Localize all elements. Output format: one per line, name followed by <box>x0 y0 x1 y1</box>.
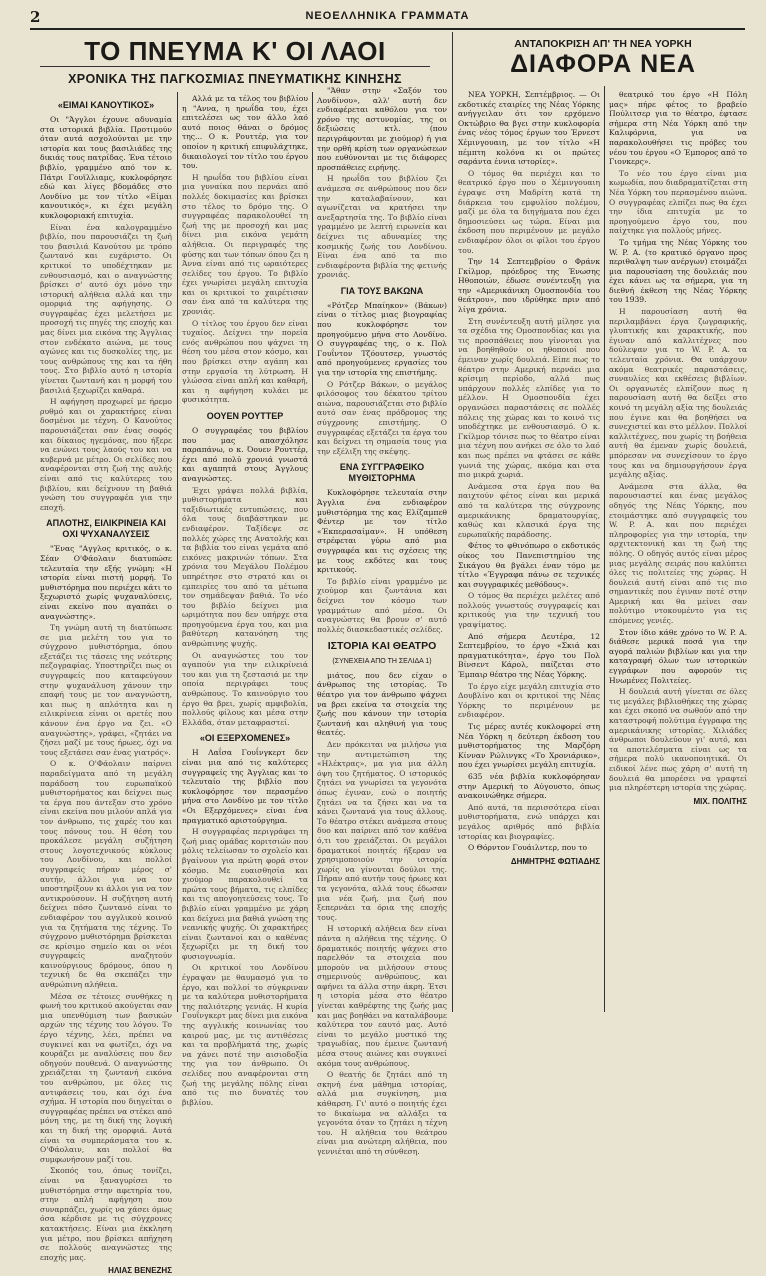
article-signature: ΔΗΜΗΤΡΗΣ ΦΩΤΙΑΔΗΣ <box>510 856 600 866</box>
article-signature: ΜΙΧ. ΠΟΛΙΤΗΣ <box>693 796 747 806</box>
article-paragraph: Η ιστορική αλήθεια δεν είναι πάντα η αλήθεια της τέχνης. Ο δραματικός ποιητής ψάχνει στο παρελθόν τα στοιχεία που μπορούν να μιλήσουν στους σημερινούς ανθρώπους, και αφήνει τα άλλα στην άκρη. Έτσι η ιστορία μέσα στο θέατρο γίνεται καθρέφτης της ζωής μας και μας βοηθάει να καταλάβουμε καλύτερα τον εαυτό μας. Αυτό είναι το μεγάλο μυστικό της τραγωδίας, που έμεινε ζωντανή μέσα στους αιώνες και συγκινεί ακόμα τους ανθρώπους. <box>317 924 447 1068</box>
article-paragraph: Το έργο είχε μεγάλη επιτυχία στο Δουβλίνο και οι κριτικοί της Νέας Υόρκης το περιμένουν με ενδιαφέρον. <box>458 681 600 720</box>
article-paragraph: ΝΕΑ ΥΟΡΚΗ, Σεπτέμβριος. — Οι εκδοτικές εταιρίες της Νέας Υόρκης ανήγγειλαν ότι τον ερχόμενο Οκτώβριο θα βγει στην κυκλοφορία ένας νέος τόμος έργων του Έρνεστ Χέμινγουαιη, με τον τίτλο «Η πέμπτη κολόνα κι οι πρώτες σαράντα έννια ιστορίες». <box>458 90 600 167</box>
article-heading: ΙΣΤΟΡΙΑ ΚΑΙ ΘΕΑΤΡΟ <box>327 640 437 653</box>
article-paragraph: «Ρότζερ Μπαίηκον» (Βάκων) είναι ο τίτλος μιας βιογραφίας που κυκλοφόρησε τον προηγούμενο μήνα στο Λονδίνο. Ο συγγραφέας της, ο κ. Πολ Γουΐντον Τζόουτσερ, γνωστός από προηγούμενες εργασίες του για την ιστορία της επιστήμης. <box>317 300 447 378</box>
article-paragraph: Το νέο του έργο είναι μια κωμωδία, που διαδραματίζεται στη Νέα Υόρκη του περασμένου αιώνα. Ο συγγραφέας ελπίζει πως θα έχει την ίδια επιτυχία με το προηγούμενο έργο του, που παίχτηκε για πολλούς μήνες. <box>609 168 747 236</box>
article-paragraph: "Ένας "Αγγλος κριτικός, ο κ. Σέαν Ο'Φάολαιν διατυπώσε τελευταία την εξής γνώμη: «Η ιστορία είναι πιστή μορφή. Το μυθιστόρημα που περιέχει κάτι το ξεχωριστό χωρίς ψυχαναλύσεις, είναι εκείνο που αγαπάει ο αναγνώστης». <box>40 544 172 621</box>
article-paragraph: Οι κριτικοί του Λονδίνου έγραψαν με θαυμασμό για το έργο, και πολλοί το σύγκριναν με τα καλύτερα μυθιστορήματα της παλιότερης γενιάς. Η κυρία Γουΐνγκερτ μας δίνει μια εικόνα της αγγλικής κοινωνίας του καιρού μας, με τις αντιθέσεις και τα προβλήματά της, χωρίς να χάνει ποτέ την αισιοδοξία της για τον άνθρωπο. Οι σελίδες που αναφέρονται στη ζωή της μεγάλης πόλης είναι από τις πιο δυνατές του βιβλίου. <box>182 963 308 1107</box>
article-paragraph: Ο συγγραφέας του βιβλίου που μας απασχόλησε παραπάνω, ο κ. Όουεν Ρουττέρ, έχει από πολύ χρονιά γνωστά και αγαπητά στους Άγγλους αναγνώστες. <box>182 426 308 483</box>
article-paragraph: θεατρικό του έργο «Η Πόλη μας» πήρε φέτος το βραβείο Πούλιτσερ για το θέατρο, έφτασε σήμερα στη Νέα Υόρκη από την Καλιφόρνια, για να παρακολουθήσει τις πρόβες του νέου του έργου «Ο Έμπορος από το Γιονκερς». <box>609 90 747 167</box>
column-4 <box>458 90 600 1014</box>
article-paragraph: "Άθαν στην «Σαξόν του Λονδίνου», αλλ' αυτή δεν ενδιαφέρεται καθόλου για τον χρόνο της αστυνομίας, της οι δεξιώσεις κτλ. (που περιγράφονται με χιούμορ) ή για την ορθή κρίση των οργανώσεων που ευθύνονται με τις διάφορες προσπάθειες ειρήνης. <box>317 86 447 172</box>
article-paragraph: Το τμήμα της Νέας Υόρκης του W. P. A. (το κρατικό όργανο προς περιθαλψη των ανέργων) ετοιμάζει μια παρουσίαση της δουλειάς που έχει κάνει ως τα σήμερα, για τη διεθνή έκθεση της Νέας Υόρκης του 1939. <box>609 237 747 305</box>
article-paragraph: Η συγγραφέας περιγράφει τη ζωή μιας ομάδας κοριτσιών που μόλις τελείωσαν το σχολείο και βγαίνουν για πρώτη φορά στον κόσμο. Με ευαισθησία και χιούμορ παρακολουθεί τα πρώτα τους βήματα, τις ελπίδες και τις απογοητεύσεις τους. Το βιβλίο είναι γραμμένο με χάρη και δείχνει μια βαθιά γνώση της νεανικής ψυχής. Οι χαρακτήρες είναι ζωντανοί και ο καθένας ξεχωρίζει με τη δική του φυσιογνωμία. <box>182 827 308 961</box>
article-heading: «ΟΙ ΕΞΕΡΧΟΜΕΝΕΣ» <box>199 733 291 744</box>
article-paragraph: Είναι ένα καλογραμμένο βιβλίο, που παρουσιάζει τη ζωή του βασιλιά Κανούτου με τρόπο ζωντανό και ευχάριστο. Οι κριτικοί το υποδέχτηκαν με ενθουσιασμό, και ο αναγνώστης βρίσκει σ' αυτό όχι μόνο την ιστορική αλήθεια αλλά και την ομορφιά της αφήγησης. Ο συγγραφέας έχει μελετήσει με προσοχή τις πηγές της εποχής και μας δίνει μια εικόνα της Άγγλιας στον ενδέκατο αιώνα, με τους αγώνες και τις δυσκολίες της, με τους ανθρώπους της και τα ήθη τους. Στο βιβλίο αυτό η ιστορία γίνεται ζωντανή και η μορφή του βασιλιά ξεχωρίζει καθαρά. <box>40 222 172 395</box>
article-paragraph: Η ηρωΐδα του βιβλίου ζει ανάμεσα σε ανθρώπους που δεν την καταλαβαίνουν, και αγωνίζεται να κρατήσει την ανεξαρτησία της. Το βιβλίο είναι γραμμένο με λεπτή ειρωνεία και δείχνει τις αδυναμίες της κοσμικής ζωής του Λονδίνου. Είναι ένα από τα πιο ενδιαφέροντα βιβλία της φετινής χρονιάς. <box>317 174 447 280</box>
divider-right-header <box>452 32 453 1012</box>
article-heading: ΟΟΥΕΝ ΡΟΥΤΤΕΡ <box>206 411 284 421</box>
article-paragraph: Οι αναγνώστες του τον αγαπούν για την ειλικρίνειά του και για τη ζεστασιά με την οποία περιγράφει τους ανθρώπους. Το καινούργιο του έργο θα βρει, χωρίς αμφιβολία, πολλούς φίλους και μέσα στην Ελλάδα, όταν μεταφραστεί. <box>182 650 308 727</box>
article-paragraph: Ο κ. Ο'Φάολαιν παίρνει παραδείγματα από τη μεγάλη παράδοση του ευρωπαϊκού μυθιστορήματος και δείχνει πως τα έργα που άντεξαν στο χρόνο είναι εκείνα που μιλούν απλά για τον άνθρωπο, τις χαρές του και τους πόνους του. Η θέση του προκάλεσε μεγάλη συζήτηση στους λογοτεχνικούς κύκλους του Λονδίνου, και πολλοί συγγραφείς πήραν μέρος σ' αυτήν, άλλοι για να τον υποστηρίξουν κι άλλοι για να τον αντικρούσουν. Η συζήτηση αυτή δείχνει πόσο ζωντανό είναι το ενδιαφέρον του αγγλικού κοινού για τα ζητήματα της τέχνης. Το σύγχρονο μυθιστόρημα βρίσκεται σε κρίσιμο σημείο και οι νέοι συγγραφείς αναζητούν καινούργιους δρόμους, όπου η τεχνική δε θα σκεπάζει την ανθρώπινη αλήθεια. <box>40 759 172 990</box>
masthead <box>30 6 745 30</box>
article-paragraph: Ο τόμος θα περιέχει και το θεατρικό έργο που ο Χέμινγουαιη έγραψε στη Μαδρίτη κατά τη διάρκεια του εμφυλίου πολέμου, μαζί με όλα τα διηγήματα που έχει δημοσιεύσει ως τώρα. Είναι μια έκδοση που περιμένουν με μεγάλο ενδιαφέρον όλοι οι φίλοι του έργου του. <box>458 168 600 255</box>
article-paragraph: 635 νέα βιβλία κυκλοφόρησαν στην Αμερική το Αύγουστο, όπως ανακοινώθηκε σήμερα. <box>458 771 600 801</box>
column-3 <box>317 86 447 1156</box>
column-1 <box>40 94 172 1276</box>
right-headline: ΔΙΑΦΟΡΑ ΝΕΑ <box>510 50 696 78</box>
article-paragraph: Τις μέρες αυτές κυκλοφορεί στη Νέα Υόρκη η δεύτερη έκδοση του μυθιστορήματος της Μαρζόρη Κίνναν Ρώλινγκς «Το Χρονιάρικο», που έχει γνωρίσει μεγάλη επιτυχία. <box>458 722 600 770</box>
right-kicker: ΑΝΤΑΠΟΚΡΙΣΗ ΑΠ' ΤΗ ΝΕΑ ΥΟΡΚΗ <box>514 38 692 50</box>
article-paragraph: Δεν πρόκειται να μιλήσω για την αντιμετώπιση της «Ηλέκτρας», μα για μια άλλη όψη του ζητήματος. Ο ιστορικός ζητάει να γνωρίσει τα γεγονότα όπως έγιναν, ενώ ο ποιητής ζητάει να τα ζήσει και να τα κάνει ζωντανά για τους άλλους. Το θέατρο στέκει ανάμεσα στους δυο και παίρνει από τον καθένα ό,τι του χρειάζεται. Οι μεγάλοι δραματικοί ποιητές ήξεραν να χρησιμοποιούν την ιστορία χωρίς να γίνονται δούλοι της. Πήραν από αυτήν τους ήρωες και τα γεγονότα, αλλά τους έδωσαν μια νέα ζωή, μια ζωή που ξεπερνάει τα όρια της εποχής τους. <box>317 740 447 922</box>
divider-headline <box>40 66 430 67</box>
article-paragraph: Οι "Άγγλοι έχουνε αδυναμία στα ιστορικά βιβλία. Προτιμούν όταν αυτά ασχολούνται με την ιστορία και τους βασιλιάδες της δικιάς τους πατρίδας. Ένα τέτοιο βιβλίο, γραμμένο από τον κ. Πάτρι Γουϊλλιαμς, κυκλοφόρησε εδώ και λίγες βδομάδες στο Λονδίνο με τον τίτλο «Είμαι κανουτικός», κι έχει μεγάλη κυκλοφοριακή επιτυχία. <box>40 115 172 220</box>
article-paragraph: Στη συνέντευξη αυτή μίλησε για τα σχέδια της Ομοσπονδίας και για τις προσπάθειες που γίνονται για να βοηθηθούν οι ηθοποιοί που έμειναν χωρίς δουλειά. Είπε πως το θέατρο στην Αμερική περνάει μια κρίσιμη περίοδο, αλλά πως υπάρχουν πολλές ελπίδες για το μέλλον. Η Ομοσπονδία έχει οργανώσει παραστάσεις σε πολλές πόλεις της χώρας και το κοινό τις υποδέχτηκε με ενθουσιασμό. Ο κ. Γκίλμορ τόνισε πως το θέατρο είναι μια τέχνη που ανήκει σε όλο το λαό και πως πρέπει να φτάσει σε κάθε γωνιά της χώρας, ακόμα και στα πιο μικρά χωριά. <box>458 316 600 480</box>
article-paragraph: Η Λαΐσα Γουΐνγκερτ δεν είναι μια από τις καλύτερες συγγραφείς της Άγγλιας και το τελευταίο της βιβλίο που κυκλοφόρησε τον περασμένο μήνα στο Λονδίνο με τον τίτλο «Οι Εξερχόμενες» είναι ένα πραγματικό αριστούργημα. <box>182 748 308 825</box>
article-paragraph: Η αφήγηση προχωρεί με ήρεμο ρυθμό και οι χαρακτήρες είναι δοσμένοι με τέχνη. Ο Κανούτος παρουσιάζεται σαν ένας σοφός και δίκαιος ηγεμόνας, που ήξερε να ενώνει τους λαούς του και να κυβερνά με μέτρο. Οι σελίδες που αναφέρονται στη ζωή της αυλής είναι από τις καλύτερες του βιβλίου, και δείχνουν τη βαθιά γνώση του συγγραφέα για την εποχή. <box>40 397 172 512</box>
continued-note: (ΣΥΝΕΧΕΙΑ ΑΠΟ ΤΗ ΣΕΛΙΔΑ 1) <box>332 658 432 666</box>
article-paragraph: Αλλά με τα τέλος του βιβλίου η "Αννα, η ηρωΐδα του, έχει επιτελέσει ως τον άλλο λαό αυτό ποιος θάναι ο δρόμος της... Ο κ. Ρουττέρ, για τον οποίον η κριτική επιφυλάχτηκε, δικαιολογεί τον τίτλο του έργου του. <box>182 94 308 171</box>
article-paragraph: Το βιβλίο είναι γραμμένο με χιούμορ και ζωντάνια και δείχνει τον κόσμο των γραμμάτων από μέσα. Οι αναγνώστες θα βρουν σ' αυτό πολλές διασκεδαστικές σελίδες. <box>317 576 447 634</box>
main-subtitle: ΧΡΟΝΙΚΑ ΤΗΣ ΠΑΓΚΟΣΜΙΑΣ ΠΝΕΥΜΑΤΙΚΗΣ ΚΙΝΗΣΗΣ <box>68 72 402 86</box>
article-paragraph: Ο Ρότζερ Βάκων, ο μεγάλος φιλόσοφος του δέκατου τρίτου αιώνα, παρουσιάζεται στο βιβλίο αυτό σαν ένας πρόδρομος της σύγχρονης επιστήμης. Ο συγγραφέας εξετάζει τα έργα του και δείχνει τη σημασία τους για την εξέλιξη της σκέψης. <box>317 379 447 456</box>
article-heading: ΑΠΛΟΤΗΣ, ΕΙΛΙΚΡΙΝΕΙΑ ΚΑΙ ΟΧΙ ΨΥΧΑΝΑΛΥΣΕΙΣ <box>46 518 166 540</box>
article-paragraph: Η δουλειά αυτή γίνεται σε όλες τις μεγάλες βιβλιοθήκες της χώρας και έχει σκοπό να σωθούν από την καταστροφή πολύτιμα έγγραφα της αμερικάνικης ιστορίας. Χιλιάδες άνθρωποι δουλεύουν γι' αυτό, και τα αποτελέσματα είναι ως τα σήμερα πολύ ικανοποιητικά. Οι ειδικοί λένε πως χάρη σ' αυτή τη δουλειά θα μπορέσει να γραφτεί μια πληρέστερη ιστορία της χώρας. <box>609 687 747 793</box>
article-paragraph: Ο τίτλος του έργου δεν είναι τυχαίος. Δείχνει την πορεία ενός ανθρώπου που ψάχνει τη θέση του μέσα στον κόσμο, και που βρίσκει στην αγάπη και στην εργασία τη λύτρωση. Η γλώσσα είναι απλή και καθαρή, και η αφήγηση κυλάει με φυσικότητα. <box>182 318 308 405</box>
article-paragraph: Κυκλοφόρησε τελευταία στην Άγγλια ένα ενδιαφέρον μυθιστόρημα της κας Ελίζαμπεθ Φέντερ με τον τίτλο «Έκπερασαίμαν». Η υπόθεση στρέφεται γύρω από μια συγγραφέα και τις σχέσεις της με τους εκδότες και τους κριτικούς. <box>317 488 447 575</box>
article-paragraph: Σκοπός του, όπως τονίζει, είναι να ξαναγυρίσει το μυθιστόρημα στην αφετηρία του, στην απλή αφήγηση που συναρπάζει, χωρίς να χάσει όμως όσα κέρδισε με τις σύγχρονες κατακτήσεις. Είναι μια έκκληση για μέτρο, που βρίσκει απήχηση σε πολλούς αναγνώστες της εποχής μας. <box>40 1166 172 1262</box>
column-5 <box>609 90 747 1014</box>
divider-col4 <box>604 86 605 1012</box>
article-paragraph: μιάτος, που δεν είχαν ο άνθρωπος της ιστορίας. Το θέατρο για τον άνθρωπο ψάχνει να βρει εκείνα τα στοιχεία της ζωής που κάνουν την ιστορία ζωντανή και αληθινή για τους θεατές. <box>317 670 447 738</box>
page-number: 2 <box>30 8 41 26</box>
article-paragraph: Φέτος το φθινόπωρο ο εκδοτικός οίκος του Πανεπιστημίου της Σικάγου θα βγάλει έναν τόμο με τίτλο «Έγγραφα πάνω σε τεχνικές και συγγραφικές μεθόδους». <box>458 541 600 589</box>
article-paragraph: Μέσα σε τέτοιες συνθήκες η φωνή του κριτικού ακούγεται σαν μια υπενθύμιση των βασικών αρχών της τέχνης του λόγου. Το έργο τέχνης, λέει, πρέπει να συγκινεί και να φωτίζει, όχι να κουράζει με αναλύσεις που δεν οδηγούν πουθενά. Ο αναγνώστης χρειάζεται τη ζωντανή εικόνα του ανθρώπου, με όλες τις αντιφάσεις του, και όχι ένα σχήμα. Η ιστορία που διηγείται ο συγγραφέας πρέπει να στέκει από μόνη της, με τη δική της λογική και τη δική της ομορφιά. Αυτά είναι τα συμπεράσματα του κ. Ο'Φάολαιν, και πολλοί θα συμφωνήσουν μαζί του. <box>40 991 172 1164</box>
article-paragraph: Η παρουσίαση αυτή θα περιλαμβάνει έργα ζωγραφικής, γλυπτικής και χαρακτικής, που έγιναν από καλλιτέχνες που δούλεψαν για το W. P. A. τα τελευταία χρόνια. Θα υπάρχουν ακόμα θεατρικές παραστάσεις, συναυλίες και εκθέσεις βιβλίων. Οι οργανωτές ελπίζουν πως η παρουσίαση αυτή θα δείξει στο κοινό τη μεγάλη αξία της δουλειάς που έγινε και θα βοηθήσει να συνεχιστεί και στο μέλλον. Πολλοί καλλιτέχνες, που χωρίς τη βοήθεια αυτή θα έμεναν χωρίς δουλειά, μπόρεσαν να συνεχίσουν το έργο τους και να δημιουργήσουν έργα μεγάλης αξίας. <box>609 307 747 480</box>
article-paragraph: Από σήμερα Δευτέρα, 12 Σεπτεμβρίου, το έργο «Σκιά και πραγματικότητα», έργο του Πολ Βίνσεντ Κάρολ, παίζεται στο Έμπαιρ θέατρο της Νέας Υόρκης. <box>458 631 600 680</box>
article-paragraph: Από αυτά, τα περισσότερα είναι μυθιστορήματα, ενώ υπάρχει και μεγάλος αριθμός από βιβλία ιστορίας και βιογραφίες. <box>458 802 600 841</box>
article-paragraph: Ο θεατής δε ζητάει από τη σκηνή ένα μάθημα ιστορίας, αλλά μια συγκίνηση, μια κάθαρση. Γι' αυτό ο ποιητής έχει το δικαίωμα να αλλάξει τα γεγονότα όταν το ζητάει η τέχνη του. Η αλήθεια του θεάτρου είναι μια ανώτερη αλήθεια, που γεννιέται από τη σύνθεση. <box>317 1070 447 1156</box>
column-2 <box>182 94 308 1107</box>
article-heading: ΓΙΑ ΤΟΥΣ ΒΑΚΩΝΑ <box>340 285 424 296</box>
main-headline: ΤΟ ΠΝΕΥΜΑ Κ' ΟΙ ΛΑΟΙ <box>84 36 386 66</box>
article-paragraph: Την 14 Σεπτεμβρίου ο Φράνκ Γκίλμορ, πρόεδρος της Ένωσης Ηθοποιών, έδωσε συνέντευξη για την «Αμερικάνικη Ομοσπονδία του θεάτρου», που ιδρύθηκε πριν από λίγα χρόνια. <box>458 257 600 315</box>
article-paragraph: Η ηρωΐδα του βιβλίου είναι μια γυναίκα που περνάει από πολλές δοκιμασίες και βρίσκει στο τέλος το δρόμο της. Ο συγγραφέας παρακολουθεί τη ζωή της με προσοχή και μας δίνει μια εικόνα γεμάτη αλήθεια. Οι περιγραφές της φύσης και των τόπων όπου ζει η Άννα είναι από τις ωραιότερες σελίδες του έργου. Το βιβλίο έχει γνωρίσει μεγάλη επιτυχία και οι κριτικοί το χαιρέτισαν σαν ένα από τα καλύτερα της χρονιάς. <box>182 172 308 317</box>
divider-col1 <box>177 92 178 1012</box>
divider-col2 <box>312 92 313 1012</box>
article-paragraph: Ο τόμος θα περιέχει μελέτες από πολλούς γνωστούς συγγραφείς και κριτικούς για την τεχνική του γραψίματος. <box>458 591 600 630</box>
article-paragraph: Έχει γράψει πολλά βιβλία, μυθιστορήματα και ταξιδιωτικές εντυπώσεις, που όλα τους διαβάστηκαν με ενδιαφέρον. Ταξίδεψε σε πολλές χώρες της Ανατολής και τα βιβλία του είναι γεμάτα από εικόνες μακρινών τόπων. Στα χρόνια του Μεγάλου Πολέμου υπηρέτησε στο στρατό και οι εμπειρίες του από τα μέτωπα τον σημάδεψαν βαθιά. Το νέο του βιβλίο δείχνει μια ωριμότητα που δεν υπήρχε στα προηγούμενα έργα του, και μια βαθύτερη κατανόηση της ανθρώπινης ψυχής. <box>182 485 308 649</box>
article-heading: ΕΝΑ ΣΥΓΓΡΑΦΕΙΚΟ ΜΥΘΙΣΤΟΡΗΜΑ <box>339 462 425 484</box>
masthead-title: ΝΕΟΕΛΛΗΝΙΚΑ ΓΡΑΜΜΑΤΑ <box>305 10 470 22</box>
article-paragraph: Ανάμεσα στα έργα που θα παιχτούν φέτος είναι και μερικά από τα καλύτερα της σύγχρονης αμερικάνικης δραματουργίας, καθώς και κλασικά έργα της ευρωπαϊκής παράδοσης. <box>458 481 600 539</box>
article-paragraph: Τη γνώμη αυτή τη διατύπωσε σε μια μελέτη του για το σύγχρονο μυθιστόρημα, όπου εξετάζει τις τάσεις της νεότερης πεζογραφίας. Υποστηρίζει πως οι συγγραφείς που καταφεύγουν στην ψυχανάλυση χάνουν την επαφή τους με τον αναγνώστη, και πως η απλότητα και η ειλικρίνεια είναι οι αρετές που κάνουν ένα έργο να ζει. «Ο αναγνώστης», γράφει, «ζητάει να ζήσει μαζί με τους ήρωες, όχι να τους εξετάσει σαν ένας γιατρός». <box>40 623 172 757</box>
article-paragraph: Ο Θόρντον Γουάιλντερ, που το <box>468 843 588 853</box>
article-paragraph: Ανάμεσα στα άλλα, θα παρουσιαστεί και ένας μεγάλος οδηγός της Νέας Υόρκης, που ετοιμάστηκε από συγγραφείς του W. P. A. και που περιέχει πληροφορίες για την ιστορία, την αρχιτεκτονική και τη ζωή της πόλης. Ο οδηγός αυτός είναι μέρος μιας μεγάλης σειράς που καλύπτει όλες τις πολιτείες της χώρας. Η δουλειά αυτή είναι από τις πιο σημαντικές που έγιναν ποτέ στην Αμερική και θα μείνει σαν πολύτιμο ντοκουμέντο για τις επόμενες γενιές. <box>609 481 747 626</box>
article-signature: ΗΛΙΑΣ ΒΕΝΕΖΗΣ <box>108 1266 172 1276</box>
article-paragraph: Στον ίδιο κάθε χρόνο το W. P. A. διάθεσε μερικά ποσά για την αγορά παλιών βιβλίων και για την καταγραφή όλων των ιστορικών εγγράφων που αφορούν τις Ηνωμένες Πολιτείες. <box>609 627 747 685</box>
article-heading: «ΕΙΜΑΙ ΚΑΝΟΥΤΙΚΟΣ» <box>57 100 155 110</box>
